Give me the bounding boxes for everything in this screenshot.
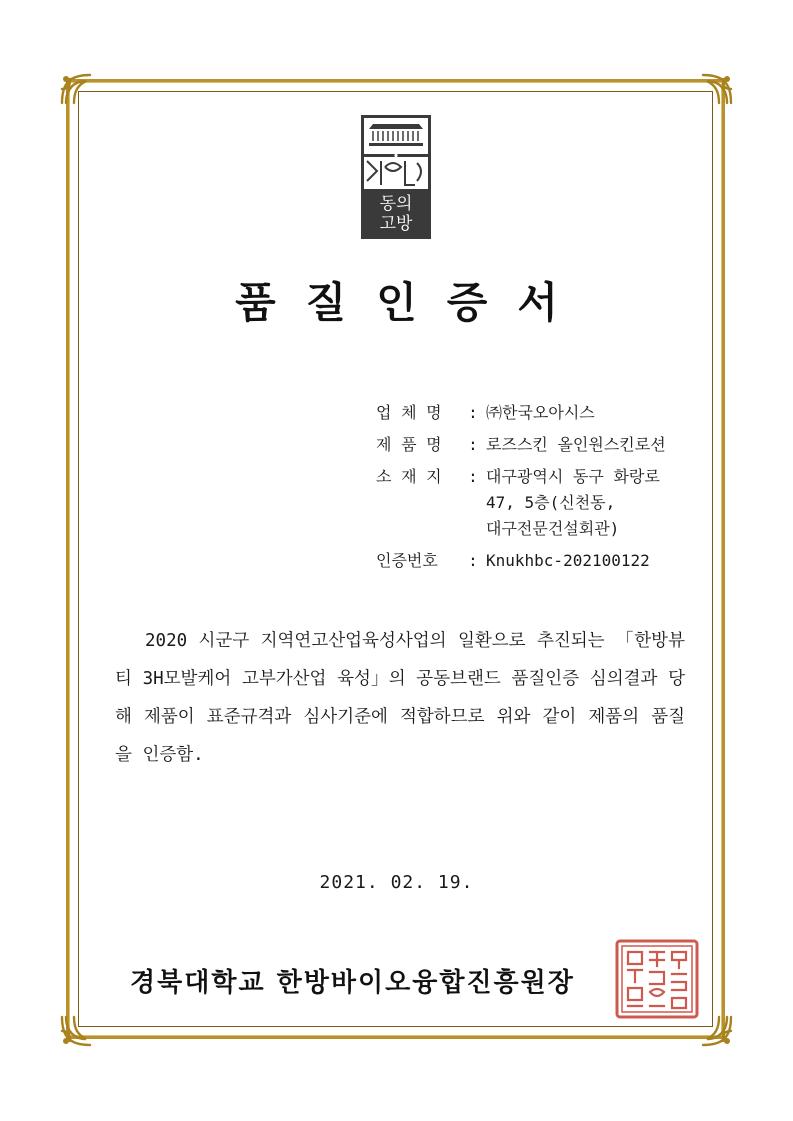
info-row-address (376, 464, 716, 542)
info-label: 제 품 명 (376, 435, 442, 454)
ornamental-corner-icon (56, 69, 96, 109)
info-colon: : (468, 551, 478, 570)
info-value: 로즈스킨 올인원스킨로션 (486, 435, 666, 454)
info-colon: : (468, 403, 478, 422)
info-row-cert-number (376, 548, 716, 574)
ornamental-corner-icon (697, 69, 737, 109)
info-row-company (376, 400, 716, 426)
ornamental-corner-icon (56, 1011, 96, 1051)
info-label: 인증번호 (376, 551, 438, 570)
certificate-body: 2020 시군구 지역연고산업육성사업의 일환으로 추진되는 「한방뷰티 3H모발케어 고부가산업 육성」의 공동브랜드 품질인증 심의결과 당해 제품이 표준규격과 심사기준에 적합하므로 위와 같이 제품의 품질을 인증함. (115, 631, 685, 765)
certificate-title: 품질인증서 (235, 278, 588, 327)
info-value: ㈜한국오아시스 (486, 403, 595, 422)
logo-text-line1: 동의 (379, 194, 413, 214)
info-label: 업 체 명 (376, 403, 442, 422)
info-colon: : (468, 467, 478, 486)
info-value: 대구광역시 동구 화랑로 47, 5층(신천동, 대구전문건설회관) (486, 467, 660, 538)
brand-logo (361, 115, 431, 239)
issue-date: 2021. 02. 19. (319, 872, 474, 893)
official-red-seal-icon (614, 938, 700, 1020)
certificate-info (376, 400, 716, 580)
logo-text-line2: 고방 (379, 214, 413, 234)
issuer-name: 경북대학교 한방바이오융합진흥원장 (130, 968, 575, 998)
info-label: 소 재 지 (376, 467, 442, 486)
ornamental-corner-icon (697, 1011, 737, 1051)
info-value: Knukhbc-202100122 (486, 551, 650, 570)
info-colon: : (468, 435, 478, 454)
info-row-product (376, 432, 716, 458)
